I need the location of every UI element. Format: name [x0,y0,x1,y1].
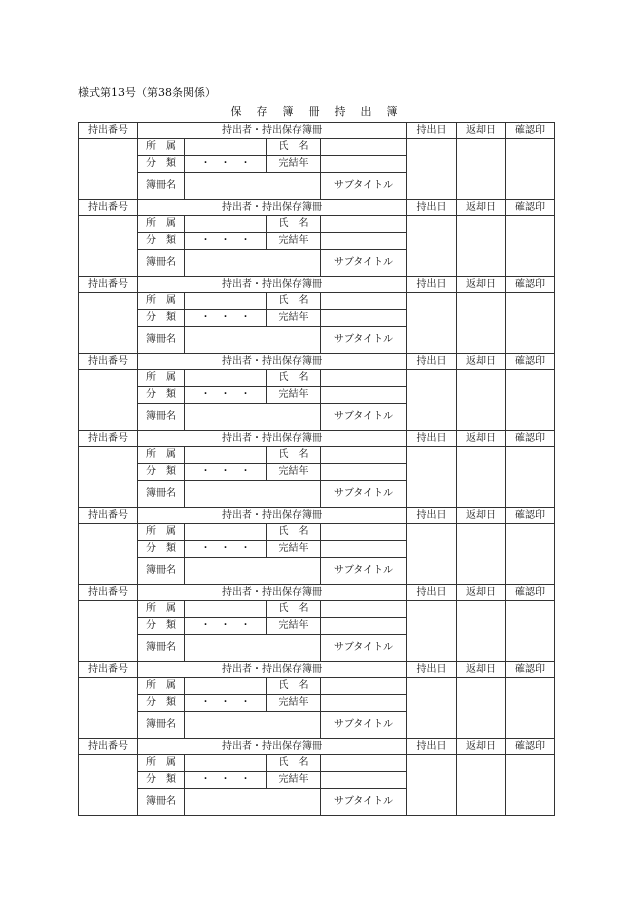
book-name-field[interactable] [185,635,321,662]
affiliation-field[interactable] [185,216,267,233]
confirm-seal-header: 確認印 [506,200,555,216]
return-date-header: 返却日 [457,200,506,216]
category-field[interactable]: ・ ・ ・ [185,310,267,327]
category-label: 分 類 [138,618,185,635]
category-label: 分 類 [138,772,185,789]
category-label: 分 類 [138,387,185,404]
checkout-number-header: 持出番号 [79,123,138,139]
checkout-date-field[interactable] [407,139,457,200]
form-number: 様式第13号（第38条関係） [78,86,216,99]
book-name-field[interactable] [185,558,321,585]
checkout-date-header: 持出日 [407,662,457,678]
ledger-entry-row [79,139,555,156]
affiliation-field[interactable] [185,678,267,695]
name-field[interactable] [321,216,407,233]
book-name-field[interactable] [185,250,321,277]
checkout-date-header: 持出日 [407,200,457,216]
holder-and-book-header: 持出者・持出保存簿冊 [138,585,407,601]
subtitle-field[interactable]: サブタイトル [321,635,407,662]
category-label: 分 類 [138,695,185,712]
checkout-date-field[interactable] [407,293,457,354]
confirm-seal-header: 確認印 [506,123,555,139]
confirm-seal-field[interactable] [506,293,555,354]
category-field[interactable]: ・ ・ ・ [185,233,267,250]
confirm-seal-field[interactable] [506,678,555,739]
ledger-entry-row [79,678,555,695]
checkout-number-field[interactable] [79,678,138,739]
name-label: 氏 名 [267,447,321,464]
ledger-entry-row [79,601,555,618]
checkout-number-field[interactable] [79,370,138,431]
checkout-number-header: 持出番号 [79,508,138,524]
confirm-seal-header: 確認印 [506,739,555,755]
book-name-label: 簿冊名 [138,558,185,585]
completion-year-field[interactable] [321,695,407,712]
name-label: 氏 名 [267,524,321,541]
checkout-date-field[interactable] [407,678,457,739]
confirm-seal-header: 確認印 [506,277,555,293]
affiliation-label: 所 属 [138,139,185,156]
checkout-date-header: 持出日 [407,123,457,139]
name-label: 氏 名 [267,216,321,233]
completion-year-field[interactable] [321,156,407,173]
affiliation-label: 所 属 [138,755,185,772]
affiliation-field[interactable] [185,370,267,387]
subtitle-field[interactable]: サブタイトル [321,481,407,508]
return-date-field[interactable] [457,601,506,662]
name-field[interactable] [321,755,407,772]
completion-year-field[interactable] [321,618,407,635]
return-date-field[interactable] [457,139,506,200]
ledger-entry-row [79,755,555,772]
book-name-label: 簿冊名 [138,327,185,354]
completion-year-label: 完結年 [267,695,321,712]
checkout-date-field[interactable] [407,447,457,508]
checkout-number-header: 持出番号 [79,585,138,601]
checkout-date-field[interactable] [407,216,457,277]
return-date-header: 返却日 [457,662,506,678]
holder-and-book-header: 持出者・持出保存簿冊 [138,739,407,755]
confirm-seal-field[interactable] [506,139,555,200]
confirm-seal-header: 確認印 [506,585,555,601]
book-name-label: 簿冊名 [138,173,185,200]
book-name-label: 簿冊名 [138,635,185,662]
book-name-field[interactable] [185,404,321,431]
return-date-field[interactable] [457,755,506,816]
subtitle-field[interactable]: サブタイトル [321,558,407,585]
confirm-seal-field[interactable] [506,370,555,431]
affiliation-label: 所 属 [138,370,185,387]
ledger-entry-row [79,585,555,601]
holder-and-book-header: 持出者・持出保存簿冊 [138,508,407,524]
name-label: 氏 名 [267,678,321,695]
return-date-header: 返却日 [457,431,506,447]
completion-year-label: 完結年 [267,541,321,558]
confirm-seal-field[interactable] [506,601,555,662]
name-label: 氏 名 [267,601,321,618]
checkout-number-field[interactable] [79,216,138,277]
category-label: 分 類 [138,541,185,558]
category-field[interactable]: ・ ・ ・ [185,541,267,558]
ledger-entry-row [79,508,555,524]
ledger-entry-row [79,662,555,678]
completion-year-field[interactable] [321,387,407,404]
completion-year-label: 完結年 [267,310,321,327]
return-date-field[interactable] [457,678,506,739]
affiliation-field[interactable] [185,755,267,772]
book-name-label: 簿冊名 [138,789,185,816]
confirm-seal-header: 確認印 [506,662,555,678]
completion-year-field[interactable] [321,772,407,789]
completion-year-field[interactable] [321,464,407,481]
confirm-seal-field[interactable] [506,524,555,585]
name-label: 氏 名 [267,293,321,310]
ledger-entry-row [79,739,555,755]
name-field[interactable] [321,447,407,464]
affiliation-field[interactable] [185,447,267,464]
return-date-field[interactable] [457,216,506,277]
name-field[interactable] [321,601,407,618]
checkout-date-field[interactable] [407,524,457,585]
checkout-ledger-table [78,122,555,816]
completion-year-label: 完結年 [267,464,321,481]
category-label: 分 類 [138,156,185,173]
category-label: 分 類 [138,464,185,481]
holder-and-book-header: 持出者・持出保存簿冊 [138,123,407,139]
ledger-entry-row [79,216,555,233]
completion-year-field[interactable] [321,310,407,327]
checkout-number-header: 持出番号 [79,739,138,755]
category-field[interactable]: ・ ・ ・ [185,387,267,404]
checkout-date-field[interactable] [407,601,457,662]
book-name-label: 簿冊名 [138,250,185,277]
return-date-header: 返却日 [457,508,506,524]
ledger-entry-row [79,123,555,139]
affiliation-field[interactable] [185,601,267,618]
checkout-number-field[interactable] [79,755,138,816]
completion-year-label: 完結年 [267,233,321,250]
holder-and-book-header: 持出者・持出保存簿冊 [138,662,407,678]
name-field[interactable] [321,370,407,387]
completion-year-label: 完結年 [267,772,321,789]
checkout-number-field[interactable] [79,139,138,200]
checkout-number-field[interactable] [79,293,138,354]
book-name-field[interactable] [185,327,321,354]
ledger-entry-row [79,524,555,541]
book-name-field[interactable] [185,481,321,508]
subtitle-field[interactable]: サブタイトル [321,712,407,739]
book-name-field[interactable] [185,712,321,739]
affiliation-field[interactable] [185,524,267,541]
checkout-date-header: 持出日 [407,739,457,755]
book-name-field[interactable] [185,173,321,200]
book-name-field[interactable] [185,789,321,816]
return-date-header: 返却日 [457,123,506,139]
checkout-number-header: 持出番号 [79,431,138,447]
affiliation-label: 所 属 [138,447,185,464]
ledger-entry-row [79,277,555,293]
affiliation-label: 所 属 [138,216,185,233]
category-field[interactable]: ・ ・ ・ [185,772,267,789]
name-label: 氏 名 [267,755,321,772]
return-date-field[interactable] [457,447,506,508]
confirm-seal-header: 確認印 [506,431,555,447]
affiliation-label: 所 属 [138,293,185,310]
checkout-number-header: 持出番号 [79,277,138,293]
checkout-number-field[interactable] [79,447,138,508]
book-name-label: 簿冊名 [138,712,185,739]
checkout-date-header: 持出日 [407,354,457,370]
completion-year-label: 完結年 [267,156,321,173]
checkout-number-header: 持出番号 [79,354,138,370]
checkout-date-field[interactable] [407,370,457,431]
checkout-date-header: 持出日 [407,277,457,293]
subtitle-field[interactable]: サブタイトル [321,173,407,200]
holder-and-book-header: 持出者・持出保存簿冊 [138,431,407,447]
checkout-number-field[interactable] [79,601,138,662]
return-date-header: 返却日 [457,354,506,370]
confirm-seal-field[interactable] [506,755,555,816]
return-date-header: 返却日 [457,277,506,293]
confirm-seal-header: 確認印 [506,354,555,370]
checkout-date-header: 持出日 [407,508,457,524]
subtitle-field[interactable]: サブタイトル [321,327,407,354]
form-title: 保 存 簿 冊 持 出 簿 [230,105,400,118]
name-field[interactable] [321,293,407,310]
subtitle-field[interactable]: サブタイトル [321,789,407,816]
completion-year-field[interactable] [321,233,407,250]
category-field[interactable]: ・ ・ ・ [185,618,267,635]
confirm-seal-field[interactable] [506,447,555,508]
return-date-header: 返却日 [457,739,506,755]
return-date-field[interactable] [457,524,506,585]
completion-year-label: 完結年 [267,618,321,635]
name-field[interactable] [321,139,407,156]
checkout-date-header: 持出日 [407,431,457,447]
category-field[interactable]: ・ ・ ・ [185,156,267,173]
name-label: 氏 名 [267,139,321,156]
holder-and-book-header: 持出者・持出保存簿冊 [138,277,407,293]
return-date-field[interactable] [457,370,506,431]
completion-year-label: 完結年 [267,387,321,404]
ledger-entry-row [79,354,555,370]
category-label: 分 類 [138,310,185,327]
return-date-header: 返却日 [457,585,506,601]
holder-and-book-header: 持出者・持出保存簿冊 [138,354,407,370]
completion-year-field[interactable] [321,541,407,558]
confirm-seal-header: 確認印 [506,508,555,524]
ledger-entry-row [79,370,555,387]
return-date-field[interactable] [457,293,506,354]
subtitle-field[interactable]: サブタイトル [321,404,407,431]
ledger-entry-row [79,431,555,447]
book-name-label: 簿冊名 [138,404,185,431]
subtitle-field[interactable]: サブタイトル [321,250,407,277]
category-field[interactable]: ・ ・ ・ [185,695,267,712]
affiliation-label: 所 属 [138,524,185,541]
checkout-number-header: 持出番号 [79,662,138,678]
book-name-label: 簿冊名 [138,481,185,508]
ledger-entry-row [79,447,555,464]
affiliation-field[interactable] [185,139,267,156]
affiliation-field[interactable] [185,293,267,310]
affiliation-label: 所 属 [138,678,185,695]
ledger-entry-row [79,200,555,216]
category-label: 分 類 [138,233,185,250]
category-field[interactable]: ・ ・ ・ [185,464,267,481]
checkout-date-field[interactable] [407,755,457,816]
name-field[interactable] [321,524,407,541]
name-label: 氏 名 [267,370,321,387]
ledger-entry-row [79,293,555,310]
checkout-date-header: 持出日 [407,585,457,601]
checkout-number-header: 持出番号 [79,200,138,216]
affiliation-label: 所 属 [138,601,185,618]
confirm-seal-field[interactable] [506,216,555,277]
checkout-number-field[interactable] [79,524,138,585]
holder-and-book-header: 持出者・持出保存簿冊 [138,200,407,216]
name-field[interactable] [321,678,407,695]
